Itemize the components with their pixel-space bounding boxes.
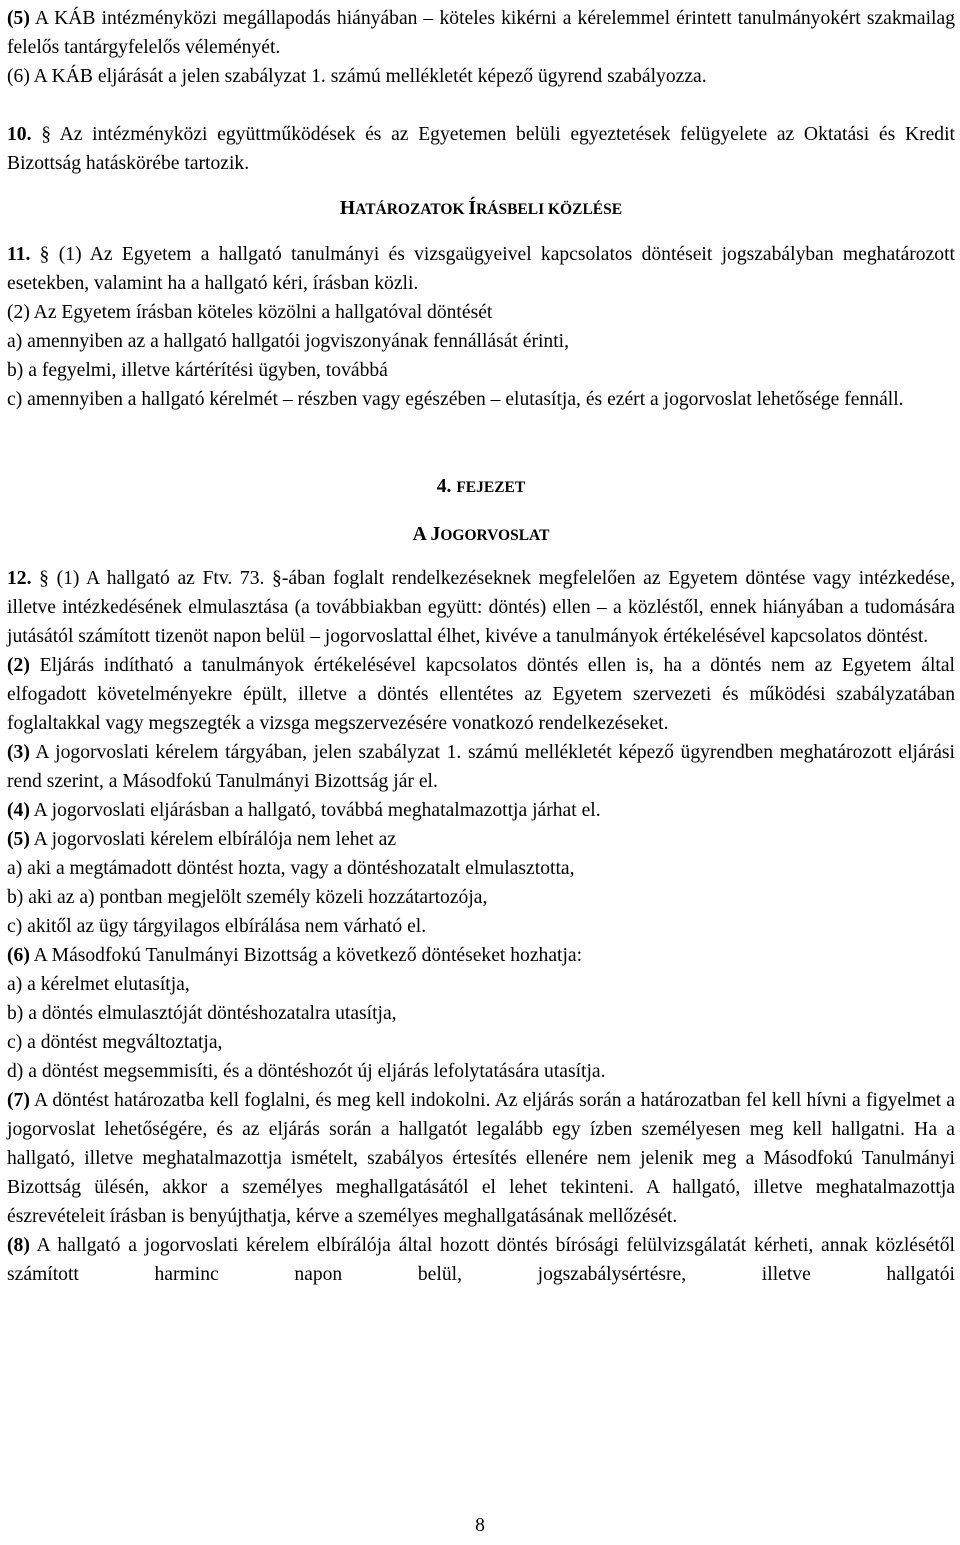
paragraph-number: (5): [7, 829, 30, 850]
chapter-title-part: OGORVOSLAT: [440, 527, 550, 544]
section-11-item-b: b) a fegyelmi, illetve kártérítési ügyben, továbbá: [7, 360, 388, 381]
section-12-para-7: [7, 1086, 955, 1231]
heading-part: H: [339, 198, 356, 219]
section-11-item-a: a) amennyiben az a hallgató hallgatói jogviszonyának fennállását érinti,: [7, 331, 570, 352]
paragraph-text: A hallgató a jogorvoslati kérelem elbírálója által hozott döntés bírósági felülvizsgálatát kérheti, annak közlésétől számított harminc napon belül, jogszabálysértésre, illetve hallgatói: [7, 1235, 955, 1285]
section-12-para-6: [7, 941, 955, 970]
section-11-para-2: (2) Az Egyetem írásban köteles közölni a hallgatóval döntését: [7, 302, 493, 323]
chapter-heading: [7, 472, 955, 502]
heading-part: ATÁROZATOK: [355, 201, 469, 218]
paragraph-5: [7, 4, 955, 62]
paragraph-number: (8): [7, 1235, 30, 1256]
paragraph-number: (2): [7, 655, 30, 676]
paragraph-text: A jogorvoslati eljárásban a hallgató, továbbá meghatalmazottja járhat el.: [29, 800, 601, 821]
section-12-para-8: [7, 1231, 955, 1289]
section-12-para-3: [7, 738, 955, 796]
paragraph-number: (7): [7, 1090, 30, 1111]
paragraph-number: (6): [7, 945, 30, 966]
paragraph-6: (6) A KÁB eljárását a jelen szabályzat 1. számú mellékletét képező ügyrend szabályozza.: [7, 66, 707, 87]
section-number: 10.: [7, 124, 32, 145]
section-12: [7, 564, 955, 651]
section-11: [7, 240, 955, 298]
section-number: 12.: [7, 568, 32, 589]
paragraph-text: A jogorvoslati kérelem elbírálója nem lehet az: [29, 829, 397, 850]
heading-part: Í: [468, 198, 477, 219]
chapter-number: 4.: [436, 476, 457, 497]
section-number: 11.: [7, 244, 31, 265]
paragraph-text: A KÁB intézményközi megállapodás hiányában – köteles kikérni a kérelemmel érintett tanulmányokért szakmailag felelős tantárgyfelelős véleményét.: [7, 8, 955, 58]
paragraph-number: (4): [7, 800, 30, 821]
paragraph-number: (3): [7, 742, 30, 763]
section-12-para-6-item-c: c) a döntést megváltoztatja,: [7, 1032, 223, 1053]
paragraph-text: Eljárás indítható a tanulmányok értékelésével kapcsolatos döntés ellen is, ha a döntés nem az Egyetem által elfogadott követelményekre épült, illetve a döntés ellentétes az Egyetem szervezeti és működési szabályzatában foglaltakkal vagy megszegték a vizsga megszervezésére vonatkozó rendelkezéseket.: [7, 655, 955, 734]
section-12-para-6-item-d: d) a döntést megsemmisíti, és a döntéshozót új eljárás lefolytatására utasítja.: [7, 1061, 606, 1082]
paragraph-text: A Másodfokú Tanulmányi Bizottság a következő döntéseket hozhatja:: [29, 945, 583, 966]
section-text: A hallgató az Ftv. 73. §-ában foglalt rendelkezéseknek megfelelően az Egyetem döntése vagy intézkedése, illetve intézkedésének elmulasztása (a továbbiakban együtt: döntés) ellen – a közléstől, ennek hiányában a tudomására jutásától számított tizenöt napon belül – jogorvoslattal élhet, kivéve a tanulmányok értékelésével kapcsolatos döntést.: [7, 568, 955, 647]
section-12-para-6-item-a: a) a kérelmet elutasítja,: [7, 974, 190, 995]
section-11-item-c: c) amennyiben a hallgató kérelmét – részben vagy egészében – elutasítja, és ezért a jogorvoslat lehetősége fennáll.: [7, 389, 904, 410]
section-12-para-2: [7, 651, 955, 738]
chapter-title-part: A J: [412, 524, 441, 545]
section-lead: § (1): [31, 568, 80, 589]
paragraph-text: A döntést határozatba kell foglalni, és meg kell indokolni. Az eljárás során a határozatban fel kell hívni a figyelmet a jogorvoslat lehetőségére, és az eljárás során a hallgatót legalább egy ízben személyesen meg kell hallgatni. Ha a hallgató, illetve meghatalmazottja ismételt, szabályos értesítés ellenére nem jelenik meg a Másodfokú Tanulmányi Bizottság ülésén, akkor a személyes meghallgatásától el lehet tekinteni. A hallgató, illetve meghatalmazottja észrevételeit írásban is benyújthatja, kérve a személyes meghallgatásának mellőzését.: [7, 1090, 955, 1227]
section-12-para-5-item-b: b) aki az a) pontban megjelölt személy közeli hozzátartozója,: [7, 887, 488, 908]
section-12-para-4: [7, 796, 955, 825]
document-page: [7, 4, 955, 1289]
page-number: 8: [475, 1515, 485, 1536]
section-12-para-5: [7, 825, 955, 854]
section-text: § Az intézményközi együttműködések és az Egyetemen belüli egyeztetések felügyelete az Oktatási és Kredit Bizottság hatáskörébe tartozik.: [7, 124, 955, 174]
spacer: [7, 414, 955, 472]
heading-part: RÁSBELI KÖZLÉSE: [476, 201, 623, 218]
chapter-label: FEJEZET: [456, 479, 526, 496]
section-12-para-5-item-a: a) aki a megtámadott döntést hozta, vagy a döntéshozatalt elmulasztotta,: [7, 858, 575, 879]
section-10: [7, 120, 955, 178]
section-12-para-6-item-b: b) a döntés elmulasztóját döntéshozatalra utasítja,: [7, 1003, 397, 1024]
section-heading-hatarozatok: [7, 194, 955, 224]
chapter-title: [7, 520, 955, 550]
section-12-para-5-item-c: c) akitől az ügy tárgyilagos elbírálása nem várható el.: [7, 916, 427, 937]
section-text: § (1) Az Egyetem a hallgató tanulmányi és vizsgaügyeivel kapcsolatos döntéseit jogszabályban meghatározott esetekben, valamint ha a hallgató kéri, írásban közli.: [7, 244, 955, 294]
paragraph-number: (5): [7, 8, 30, 29]
paragraph-text: A jogorvoslati kérelem tárgyában, jelen szabályzat 1. számú mellékletét képező ügyrendben meghatározott eljárási rend szerint, a Másodfokú Tanulmányi Bizottság jár el.: [7, 742, 955, 792]
